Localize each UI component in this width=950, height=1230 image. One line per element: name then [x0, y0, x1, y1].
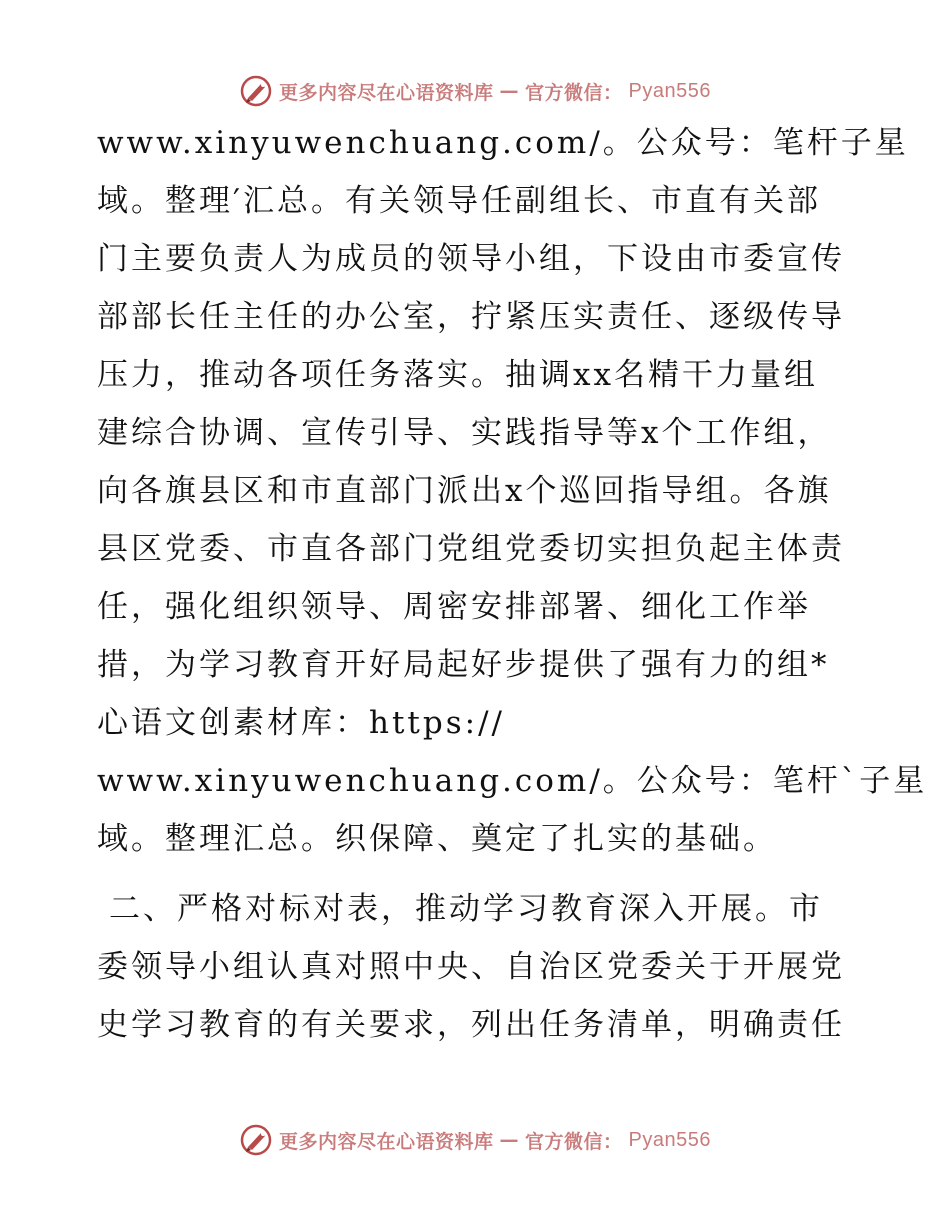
- footer-site-slogan: 更多内容尽在心语资料库: [279, 1130, 494, 1153]
- footer-wechat-id: Pyan556: [628, 1128, 711, 1151]
- header-watermark-banner: [0, 71, 950, 111]
- footer-watermark-banner: [0, 1120, 950, 1160]
- body-line-9: 任，强化组织领导、周密安排部署、细化工作举: [97, 589, 811, 625]
- body-line-3: 门主要负责人为成员的领导小组，下设由市委宣传: [97, 241, 845, 277]
- body-line-1: www.xinyuwenchuang.com/。公众号：笔杆子星: [97, 125, 909, 161]
- body-line-8: 县区党委、市直各部门党组党委切实担负起主体责: [97, 531, 845, 567]
- header-site-slogan: 更多内容尽在心语资料库: [279, 81, 494, 104]
- footer-dash: —: [499, 1129, 520, 1151]
- header-wechat-id: Pyan556: [628, 79, 711, 102]
- brand-logo-icon: [239, 74, 273, 108]
- footer-wechat-label: 官方微信：: [525, 1130, 623, 1153]
- body-line-15: 委领导小组认真对照中央、自治区党委关于开展党: [97, 949, 845, 985]
- header-wechat-label: 官方微信：: [525, 81, 623, 104]
- brand-logo-icon: [239, 1123, 273, 1157]
- body-line-6: 建综合协调、宣传引导、实践指导等x个工作组，: [97, 415, 832, 451]
- body-line-13: 域。整理汇总。织保障、奠定了扎实的基础。: [97, 821, 777, 857]
- body-line-2: 域。整理′汇总。有关领导任副组长、市直有关部: [97, 183, 822, 219]
- body-line-7: 向各旗县区和市直部门派出x个巡回指导组。各旗: [97, 473, 832, 509]
- body-line-16: 史学习教育的有关要求，列出任务清单，明确责任: [97, 1007, 845, 1043]
- body-line-4: 部部长任主任的办公室，拧紧压实责任、逐级传导: [97, 299, 845, 335]
- body-line-12: www.xinyuwenchuang.com/。公众号：笔杆`子星: [97, 763, 928, 799]
- document-body: [97, 124, 928, 1064]
- header-dash: —: [499, 80, 520, 102]
- body-line-5: 压力，推动各项任务落实。抽调xx名精干力量组: [97, 357, 818, 393]
- body-line-10: 措，为学习教育开好局起好步提供了强有力的组*: [97, 647, 830, 683]
- body-line-14: 二、严格对标对表，推动学习教育深入开展。市: [109, 891, 823, 927]
- body-line-11: 心语文创素材库：https://: [97, 705, 505, 741]
